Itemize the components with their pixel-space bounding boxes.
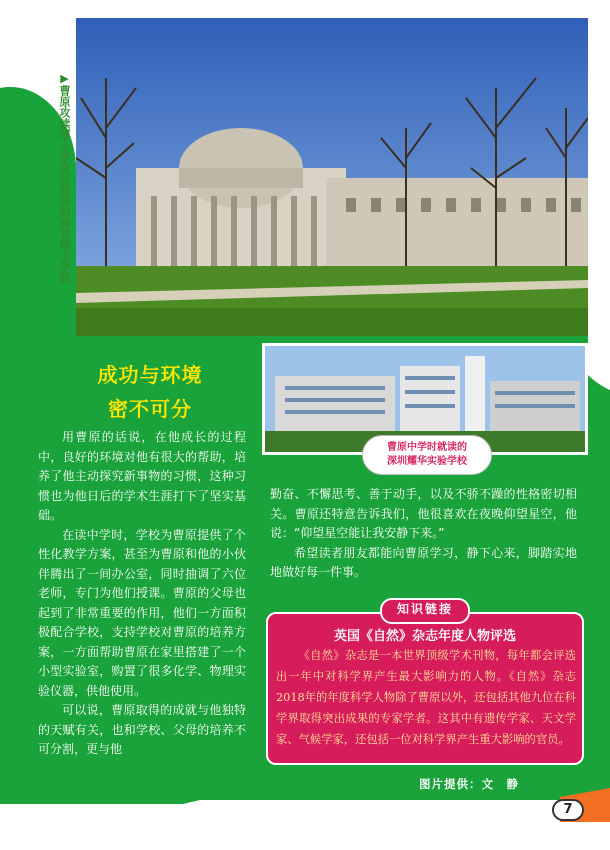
left-text-column	[38, 428, 246, 760]
caption-line-2: 深圳耀华实验学校	[387, 456, 467, 467]
school-photo-caption	[362, 435, 492, 475]
triangle-marker-icon: ▶	[58, 72, 71, 85]
caption-line-1: 曹原中学时就读的	[387, 442, 467, 453]
paragraph: 用曹原的话说，在他成长的过程中，良好的环境对他有很大的帮助，培养了他主动探究新事物的习惯，这种习惯也为他日后的学术生涯打下了坚实基础。	[38, 430, 246, 522]
headline-line-2: 密不可分	[108, 397, 192, 421]
mit-campus-photo	[76, 18, 588, 336]
paragraph: 《自然》杂志是一本世界顶级学术刊物，每年都会评选出一年中对科学界产生最大影响力的人物。《自然》杂志2018年的年度科学人物除了曹原以外，还包括其他九位在科学界取得突出成果的专家学者。这其中有遗传学家、天文学家、气候学家，还包括一位对科学界产生重大影响的官员。	[276, 649, 576, 746]
photo-credit: 图片提供：文 静	[419, 777, 519, 791]
paragraph: 勤奋、不懈思考、善于动手，以及不骄不躁的性格密切相关。曹原还特意告诉我们，他很喜欢在夜晚仰望星空，他说：“仰望星空能让我安静下来。”	[270, 487, 577, 540]
headline-line-1: 成功与环境	[97, 363, 203, 387]
right-text-column	[270, 485, 577, 583]
page-number: 7	[552, 799, 584, 821]
vertical-photo-caption	[53, 72, 71, 283]
paragraph: 可以说，曹原取得的成就与他独特的天赋有关，也和学校、父母的培养不可分割，更与他	[38, 703, 246, 756]
knowledge-link-tag: 知识链接	[380, 598, 470, 624]
vertical-caption-text: 曹原攻读博士学位时就读的麻省理工学院	[58, 85, 71, 283]
paragraph: 在读中学时，学校为曹原提供了个性化教学方案，甚至为曹原和他的小伙伴腾出了一间办公室，同时抽调了六位老师，专门为他们授课。曹原的父母也起到了非常重要的作用，他们一方面积极配合学校，支持学校对曹原的培养方案，一方面帮助曹原在家里搭建了一个小型实验室，购置了很多化学、物理实验仪器，供他使用。	[38, 527, 246, 698]
knowledge-link-title: 英国《自然》杂志年度人物评选	[333, 629, 516, 644]
knowledge-link-body	[276, 645, 576, 750]
paragraph: 希望读者朋友都能向曹原学习，静下心来，脚踏实地地做好每一件事。	[270, 545, 577, 579]
